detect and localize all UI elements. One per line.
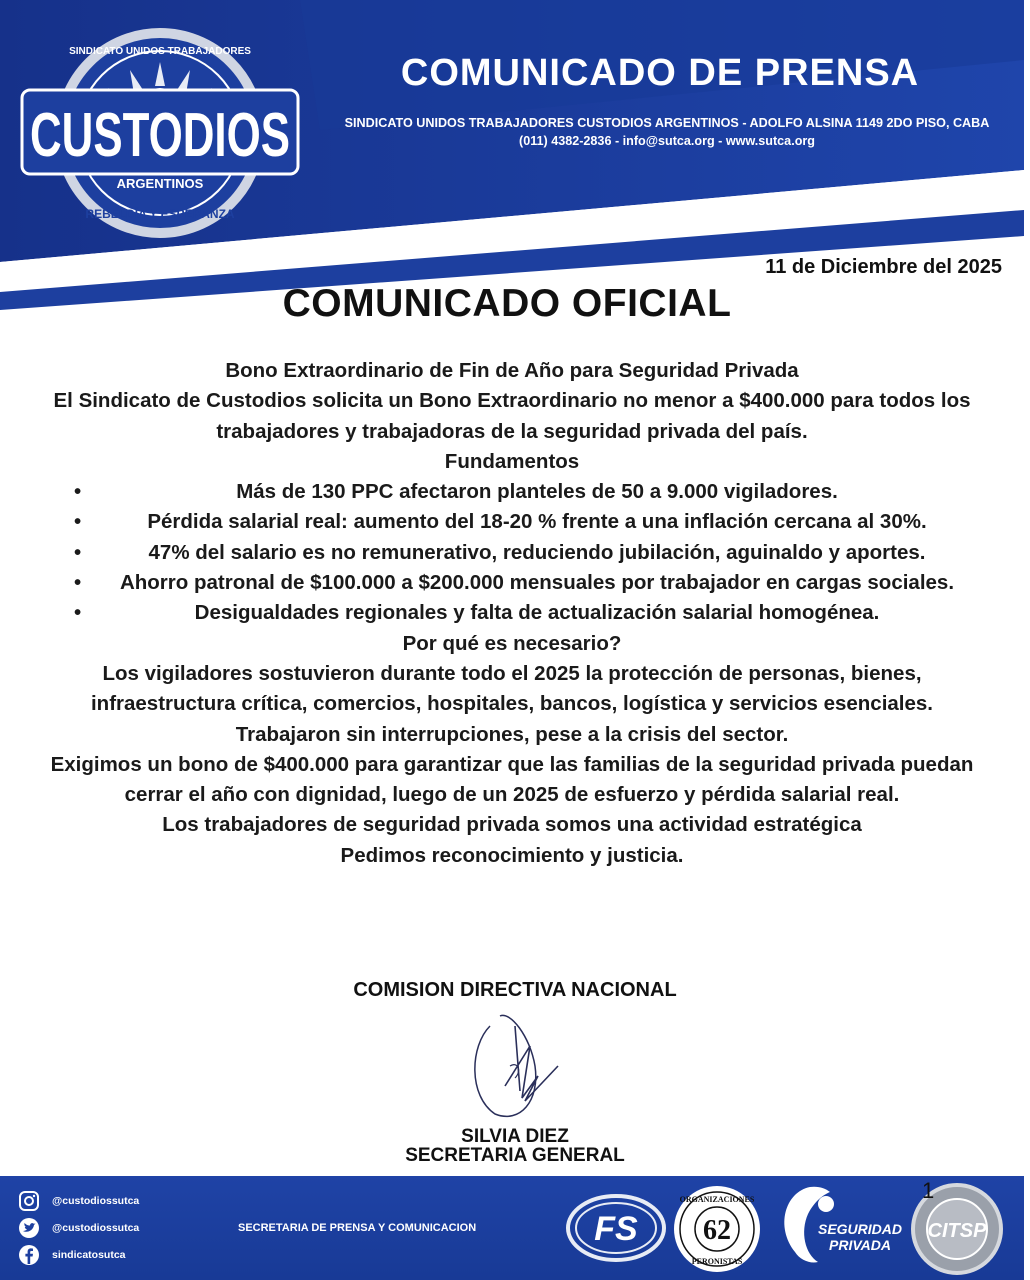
social-twitter[interactable]: @custodiossutca <box>18 1217 139 1239</box>
instagram-icon <box>18 1190 40 1212</box>
body-paragraph: Pedimos reconocimiento y justicia. <box>340 843 684 867</box>
logo-top-arc: SINDICATO UNIDOS TRABAJADORES <box>69 46 251 57</box>
body-paragraph: Los trabajadores de seguridad privada somos una actividad estratégica <box>162 813 862 837</box>
logo-motto: REBELDÍA Y ESPERANZA <box>85 207 235 221</box>
list-item: • 47% del salario es no remunerativo, reduciendo jubilación, aguinaldo y aportes. <box>40 538 984 568</box>
document-subtitle: Bono Extraordinario de Fin de Año para Seguridad Privada <box>225 359 799 382</box>
svg-text:62: 62 <box>703 1215 731 1246</box>
facebook-icon <box>18 1244 40 1266</box>
social-instagram[interactable]: @custodiossutca <box>18 1190 139 1212</box>
svg-text:ORGANIZACIONES: ORGANIZACIONES <box>679 1195 755 1204</box>
svg-text:PRIVADA: PRIVADA <box>829 1237 891 1253</box>
62-organizaciones-logo <box>672 1184 762 1274</box>
page-number: 1 <box>922 1178 935 1203</box>
fs-logo <box>564 1190 668 1266</box>
list-item: • Más de 130 PPC afectaron planteles de 50 a 9.000 vigiladores. <box>40 477 984 507</box>
bullet-icon: • <box>74 480 82 504</box>
list-item: • Ahorro patronal de $100.000 a $200.000 mensuales por trabajador en cargas sociales. <box>40 568 984 598</box>
social-facebook[interactable]: sindicatosutca <box>18 1244 126 1266</box>
svg-text:PERONISTAS: PERONISTAS <box>691 1257 743 1266</box>
list-item: • Pérdida salarial real: aumento del 18-20 % frente a una inflación cercana al 30%. <box>40 507 984 537</box>
fundamentos-heading: Fundamentos <box>444 449 580 473</box>
document-title: COMUNICADO OFICIAL <box>282 282 732 325</box>
union-address: SINDICATO UNIDOS TRABAJADORES CUSTODIOS ARGENTINOS - ADOLFO ALSINA 1149 2DO PISO, CABA <box>344 116 990 130</box>
union-contact: (011) 4382-2836 - info@sutca.org - www.sutca.org <box>519 134 815 148</box>
footer-bar <box>0 1176 1024 1280</box>
intro-paragraph: El Sindicato de Custodios solicita un Bono Extraordinario no menor a $400.000 para todos los trabajadores y trabajadoras de la seguridad privada del país. <box>53 389 971 443</box>
svg-text:CITSP: CITSP <box>927 1220 987 1242</box>
body-paragraph: Exigimos un bono de $400.000 para garantizar que las familias de la seguridad privada puedan cerrar el año con dignidad, luego de un 2025 de esfuerzo y pérdida salarial real. <box>50 752 974 807</box>
signoff: COMISION DIRECTIVA NACIONAL <box>353 979 677 1001</box>
signer-name: SILVIA DIEZ <box>461 1126 569 1147</box>
svg-text:FS: FS <box>594 1210 638 1248</box>
signer-role: SECRETARIA GENERAL <box>405 1145 625 1166</box>
svg-text:SEGURIDAD: SEGURIDAD <box>817 1221 903 1237</box>
bullet-icon: • <box>74 571 82 595</box>
seguridad-privada-logo <box>770 1182 906 1272</box>
signer-block <box>0 1127 1030 1165</box>
custodios-logo <box>22 28 298 238</box>
list-item: • Desigualdades regionales y falta de actualización salarial homogénea. <box>40 598 984 628</box>
bullet-icon: • <box>74 540 82 564</box>
bullet-icon: • <box>74 510 82 534</box>
fundamentos-list <box>40 477 984 628</box>
logo-name: CUSTODIOS <box>30 101 290 170</box>
bullet-icon: • <box>74 601 82 625</box>
logo-country: ARGENTINOS <box>116 176 204 191</box>
body-paragraph: Los vigiladores sostuvieron durante todo el 2025 la protección de personas, bienes, infraestructura crítica, comercios, hospitales, bancos, logística y servicios esenciales. <box>90 661 933 716</box>
why-heading: Por qué es necesario? <box>402 631 622 655</box>
twitter-icon <box>18 1217 40 1239</box>
signature-image <box>460 1006 570 1121</box>
document-date: 11 de Diciembre del 2025 <box>765 256 1002 278</box>
press-department: SECRETARIA DE PRENSA Y COMUNICACION <box>238 1222 477 1234</box>
document-body <box>40 356 984 871</box>
body-paragraph: Trabajaron sin interrupciones, pese a la crisis del sector. <box>235 722 789 746</box>
press-release-title: COMUNICADO DE PRENSA <box>400 52 920 94</box>
